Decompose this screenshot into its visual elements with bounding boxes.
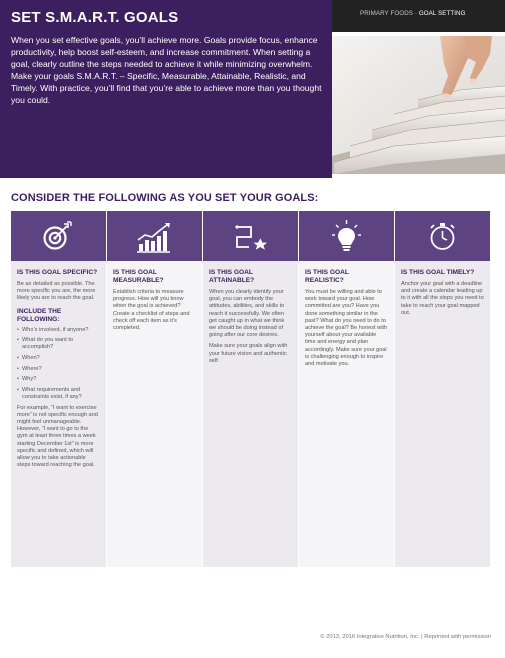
attainable-header xyxy=(203,211,298,261)
copyright-footer: © 2013, 2016 Integrative Nutrition, Inc. | Reprinted with permission xyxy=(320,634,491,640)
timely-body xyxy=(395,261,490,567)
attainable-text: When you clearly identify your goal, you can embody the attitudes, abilities, and skills to reach it successfully. We often get caught up in what we think we should be doing instead of going after our core desires. xyxy=(209,289,285,339)
specific-column xyxy=(11,211,106,567)
steps-icon xyxy=(203,211,298,261)
smart-criteria-grid xyxy=(11,211,491,567)
lightbulb-icon xyxy=(299,211,394,261)
section-heading: CONSIDER THE FOLLOWING AS YOU SET YOUR GOALS: xyxy=(11,192,319,204)
attainable-question: IS THIS GOAL ATTAINABLE? xyxy=(209,269,255,284)
category-name: PRIMARY FOODS xyxy=(360,10,413,17)
page-title: SET S.M.A.R.T. GOALS xyxy=(11,9,179,26)
hero-panel xyxy=(0,0,332,178)
specific-header xyxy=(11,211,106,261)
hero-banner xyxy=(0,0,505,178)
attainable-body xyxy=(203,261,298,567)
timely-question: IS THIS GOAL TIMELY? xyxy=(401,269,475,276)
category-separator: · xyxy=(413,10,419,17)
list-item: • Where? xyxy=(17,366,100,373)
list-item: • Who’s involved, if anyone? xyxy=(17,327,100,334)
specific-subheading: INCLUDE THE FOLLOWING: xyxy=(17,307,62,323)
bar-chart-icon xyxy=(107,211,202,261)
target-icon xyxy=(11,211,106,261)
topic-name: GOAL SETTING xyxy=(418,10,466,17)
category-label xyxy=(360,10,466,17)
category-label-bar xyxy=(332,0,505,32)
books-hand-photo xyxy=(332,36,505,174)
realistic-header xyxy=(299,211,394,261)
books-hand-illustration xyxy=(332,36,505,174)
specific-intro: Be as detailed as possible. The more specific you are, the more likely you are to reach the goal. xyxy=(17,281,96,302)
timely-text: Anchor your goal with a deadline and create a calendar leading up to it with all the steps you need to take to reach your goal mapped out. xyxy=(401,281,484,316)
attainable-text-2: Make sure your goals align with your future vision and authentic self. xyxy=(209,343,288,364)
realistic-text: You must be willing and able to work toward your goal. How committed are you? Have you done something similar in the past? What do you need to do to achieve the goal? Be honest with yourself about your available time and energy and plan accordingly. Make sure your goal is challenging enough to inspire and motivate you. xyxy=(305,289,388,368)
specific-example: For example, “I want to exercise more” is not specific enough and might feel unmanageable. However, “I want to go to the gym at least three times a week starting December 1st” is more specific and defined, which will allow you to take actionable steps toward reaching the goal. xyxy=(17,404,98,469)
measurable-column xyxy=(107,211,202,567)
realistic-question: IS THIS GOAL REALISTIC? xyxy=(305,269,349,284)
attainable-column xyxy=(203,211,298,567)
realistic-body xyxy=(299,261,394,567)
list-item: • Why? xyxy=(17,376,100,383)
measurable-question: IS THIS GOAL MEASURABLE? xyxy=(113,269,164,284)
measurable-header xyxy=(107,211,202,261)
hero-intro-text: When you set effective goals, you’ll achieve more. Goals provide focus, enhance productivity, help boost self-esteem, and increase commitment. When setting a goal, clearly outline the steps needed to achieve it while minimizing overwhelm. Make your goals S.M.A.R.T. – Specific, Measurable, Attainable, Realistic, and Timely. With practice, you’ll find that you’re able to achieve more than you thought you could. xyxy=(11,35,322,106)
specific-body xyxy=(11,261,106,567)
specific-checklist xyxy=(17,327,100,402)
timely-column xyxy=(395,211,490,567)
measurable-body xyxy=(107,261,202,567)
list-item: • When? xyxy=(17,355,100,362)
list-item: • What requirements and constraints exist, if any? xyxy=(17,387,100,401)
specific-question: IS THIS GOAL SPECIFIC? xyxy=(17,269,98,276)
measurable-text: Establish criteria to measure progress. How will you know when the goal is achieved? Create a checklist of steps and check off each item as it’s completed. xyxy=(113,289,190,332)
realistic-column xyxy=(299,211,394,567)
list-item: • What do you want to accomplish? xyxy=(17,337,100,351)
timely-header xyxy=(395,211,490,261)
hero-photo-panel xyxy=(332,0,505,178)
stopwatch-icon xyxy=(395,211,490,261)
